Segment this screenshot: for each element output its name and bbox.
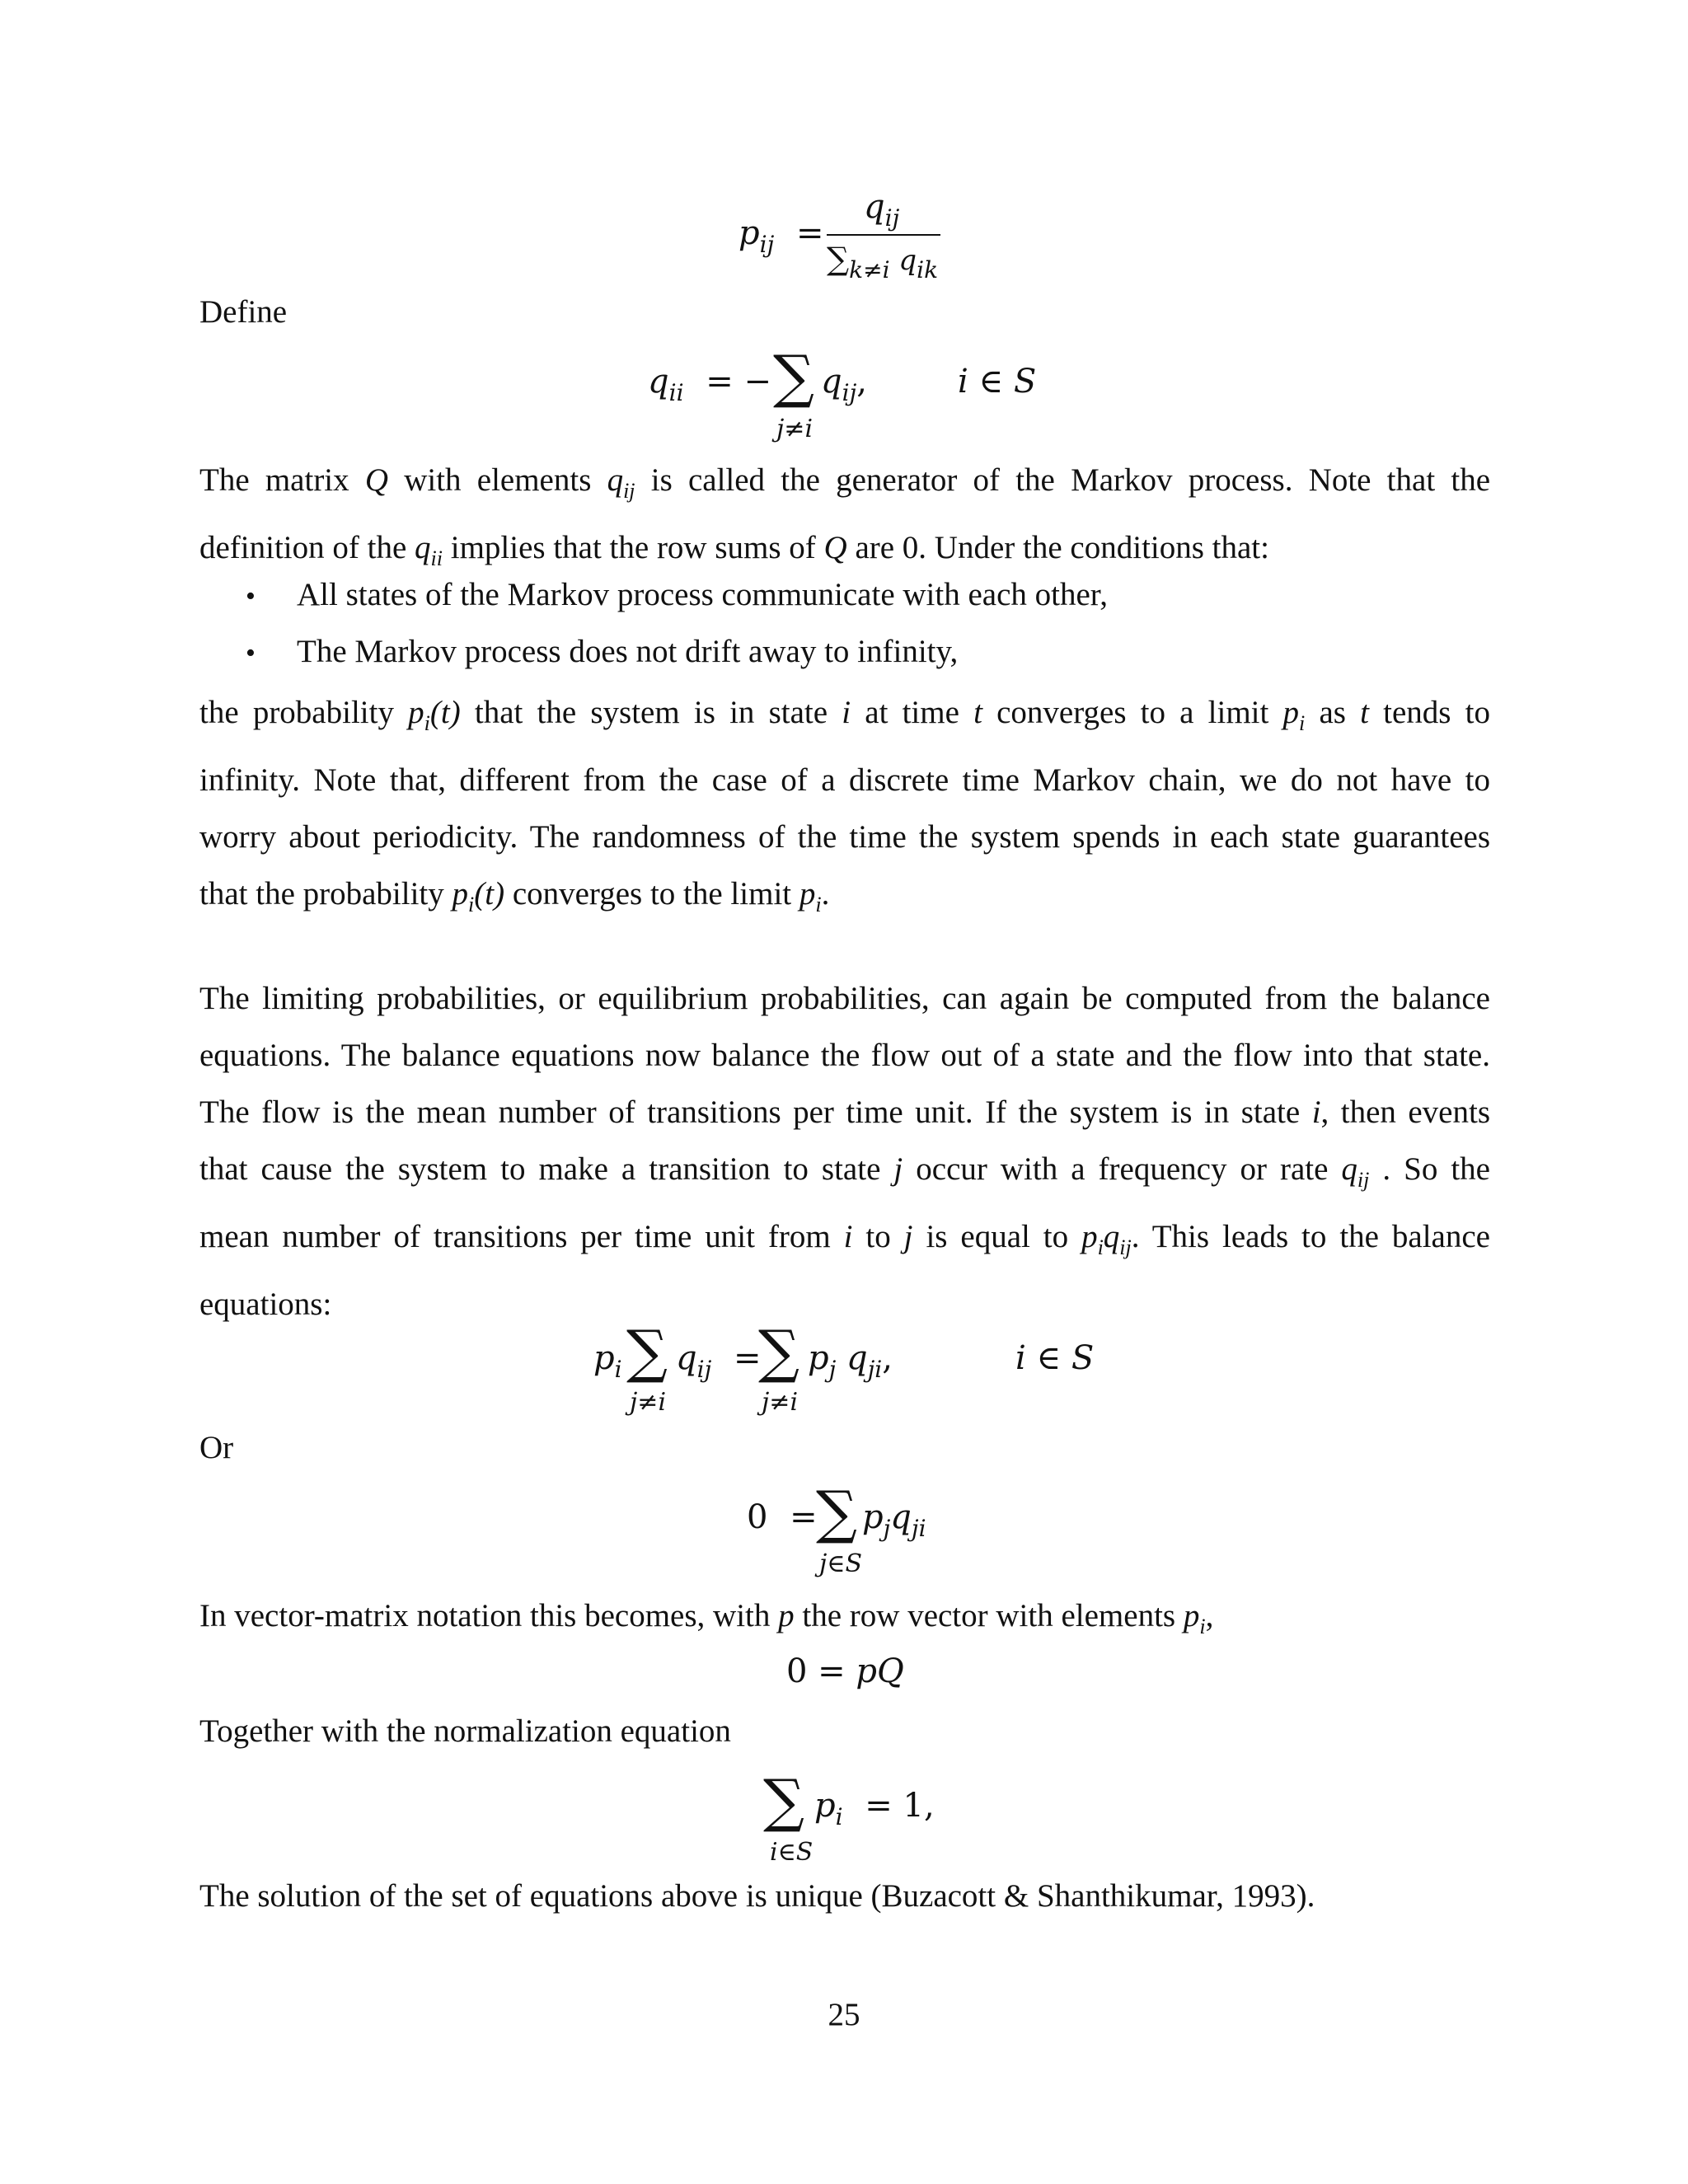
equation-balance-sum1: ∑	[626, 1318, 668, 1385]
text-or: Or	[199, 1430, 234, 1465]
equation-balance-q1: $q_{ij}$ =	[676, 1339, 762, 1383]
paragraph-balance: The limiting probabilities, or equilibrium probabilities, can again be computed from the balance equations. The balance equations now balance the flow out of a state and the flow into that state. The flow is the mean number of transitions per time unit. If the system is in state i, then events that cause the system to make a transition to state j occur with a frequency or rate $q_{ij}$ . So the mean number of transitions per time unit from i to j is equal to $p_iq_{ij}$. This leads to the balance equations:	[199, 981, 1491, 1322]
equation-normalization-limit: i∈S	[770, 1838, 814, 1867]
equation-zero-lhs: 0 =	[747, 1498, 818, 1536]
equation-qii-term: $q_{ij}$,	[821, 363, 867, 406]
equation-zero-sum: ∑	[816, 1479, 857, 1546]
text-define: Define	[199, 294, 288, 330]
page-number: 25	[828, 1997, 860, 2032]
equation-qii-condition: i ∈ S	[958, 363, 1037, 401]
equation-matrix: 0 = pQ	[786, 1652, 904, 1690]
equation-qii: $q_{ii}$ = −	[648, 363, 771, 406]
equation-zero-limit: j∈S	[819, 1549, 863, 1578]
equation-balance-sum2: ∑	[758, 1318, 799, 1385]
equation-zero-term: $p_jq_{ji}$	[862, 1498, 926, 1542]
bullet-item: • All states of the Markov process communicate with each other,	[246, 577, 1108, 612]
text-normalization-intro: Together with the normalization equation	[199, 1713, 731, 1749]
text-vector-matrix: In vector-matrix notation this becomes, with p the row vector with elements $p_i$,	[199, 1598, 1214, 1638]
fraction-bar	[827, 234, 940, 236]
equation-normalization-sum: ∑	[763, 1767, 804, 1835]
equation-balance-limit1: j≠i	[630, 1388, 667, 1417]
equation-pij: $p_{ij}$ =	[738, 214, 824, 258]
equation-normalization-term: $p_i = 1$,	[814, 1787, 935, 1830]
equation-qii-limit: j≠i	[776, 415, 814, 443]
equation-qii-sum: ∑	[773, 343, 814, 410]
equation-pij-denominator: $\sum_{k\ne i}$ $q_{ik}$	[827, 241, 939, 284]
bullet-item: • The Markov process does not drift away to infinity,	[246, 634, 959, 669]
paragraph-convergence: the probability $p_i(t)$ that the system is in state i at time t converges to a limit $p_i$ as t tends to infinity. Note that, different from the case of a discrete time Markov chain, we do not have to worry about periodicity. The randomness of the time the system spends in each state guarantees that the probability $p_i(t)$ converges to the limit $p_i$.	[199, 695, 1490, 916]
equation-pij-numerator: $q_{ij}$	[864, 188, 900, 232]
equation-balance-limit2: j≠i	[762, 1388, 799, 1417]
equation-balance-rhs: $p_j$ $q_{ji}$,	[808, 1339, 893, 1383]
paragraph-generator: The matrix Q with elements $q_{ij}$ is called the generator of the Markov process. Note that the definition of the $q_{ii}$ implies that the row sums of Q are 0. Under the conditions that:	[199, 462, 1490, 570]
equation-balance-condition: i ∈ S	[1015, 1339, 1095, 1377]
equation-balance-p: $p_i$	[593, 1339, 622, 1383]
text-solution: The solution of the set of equations above is unique (Buzacott & Shanthikumar, 1993).	[199, 1878, 1315, 1914]
